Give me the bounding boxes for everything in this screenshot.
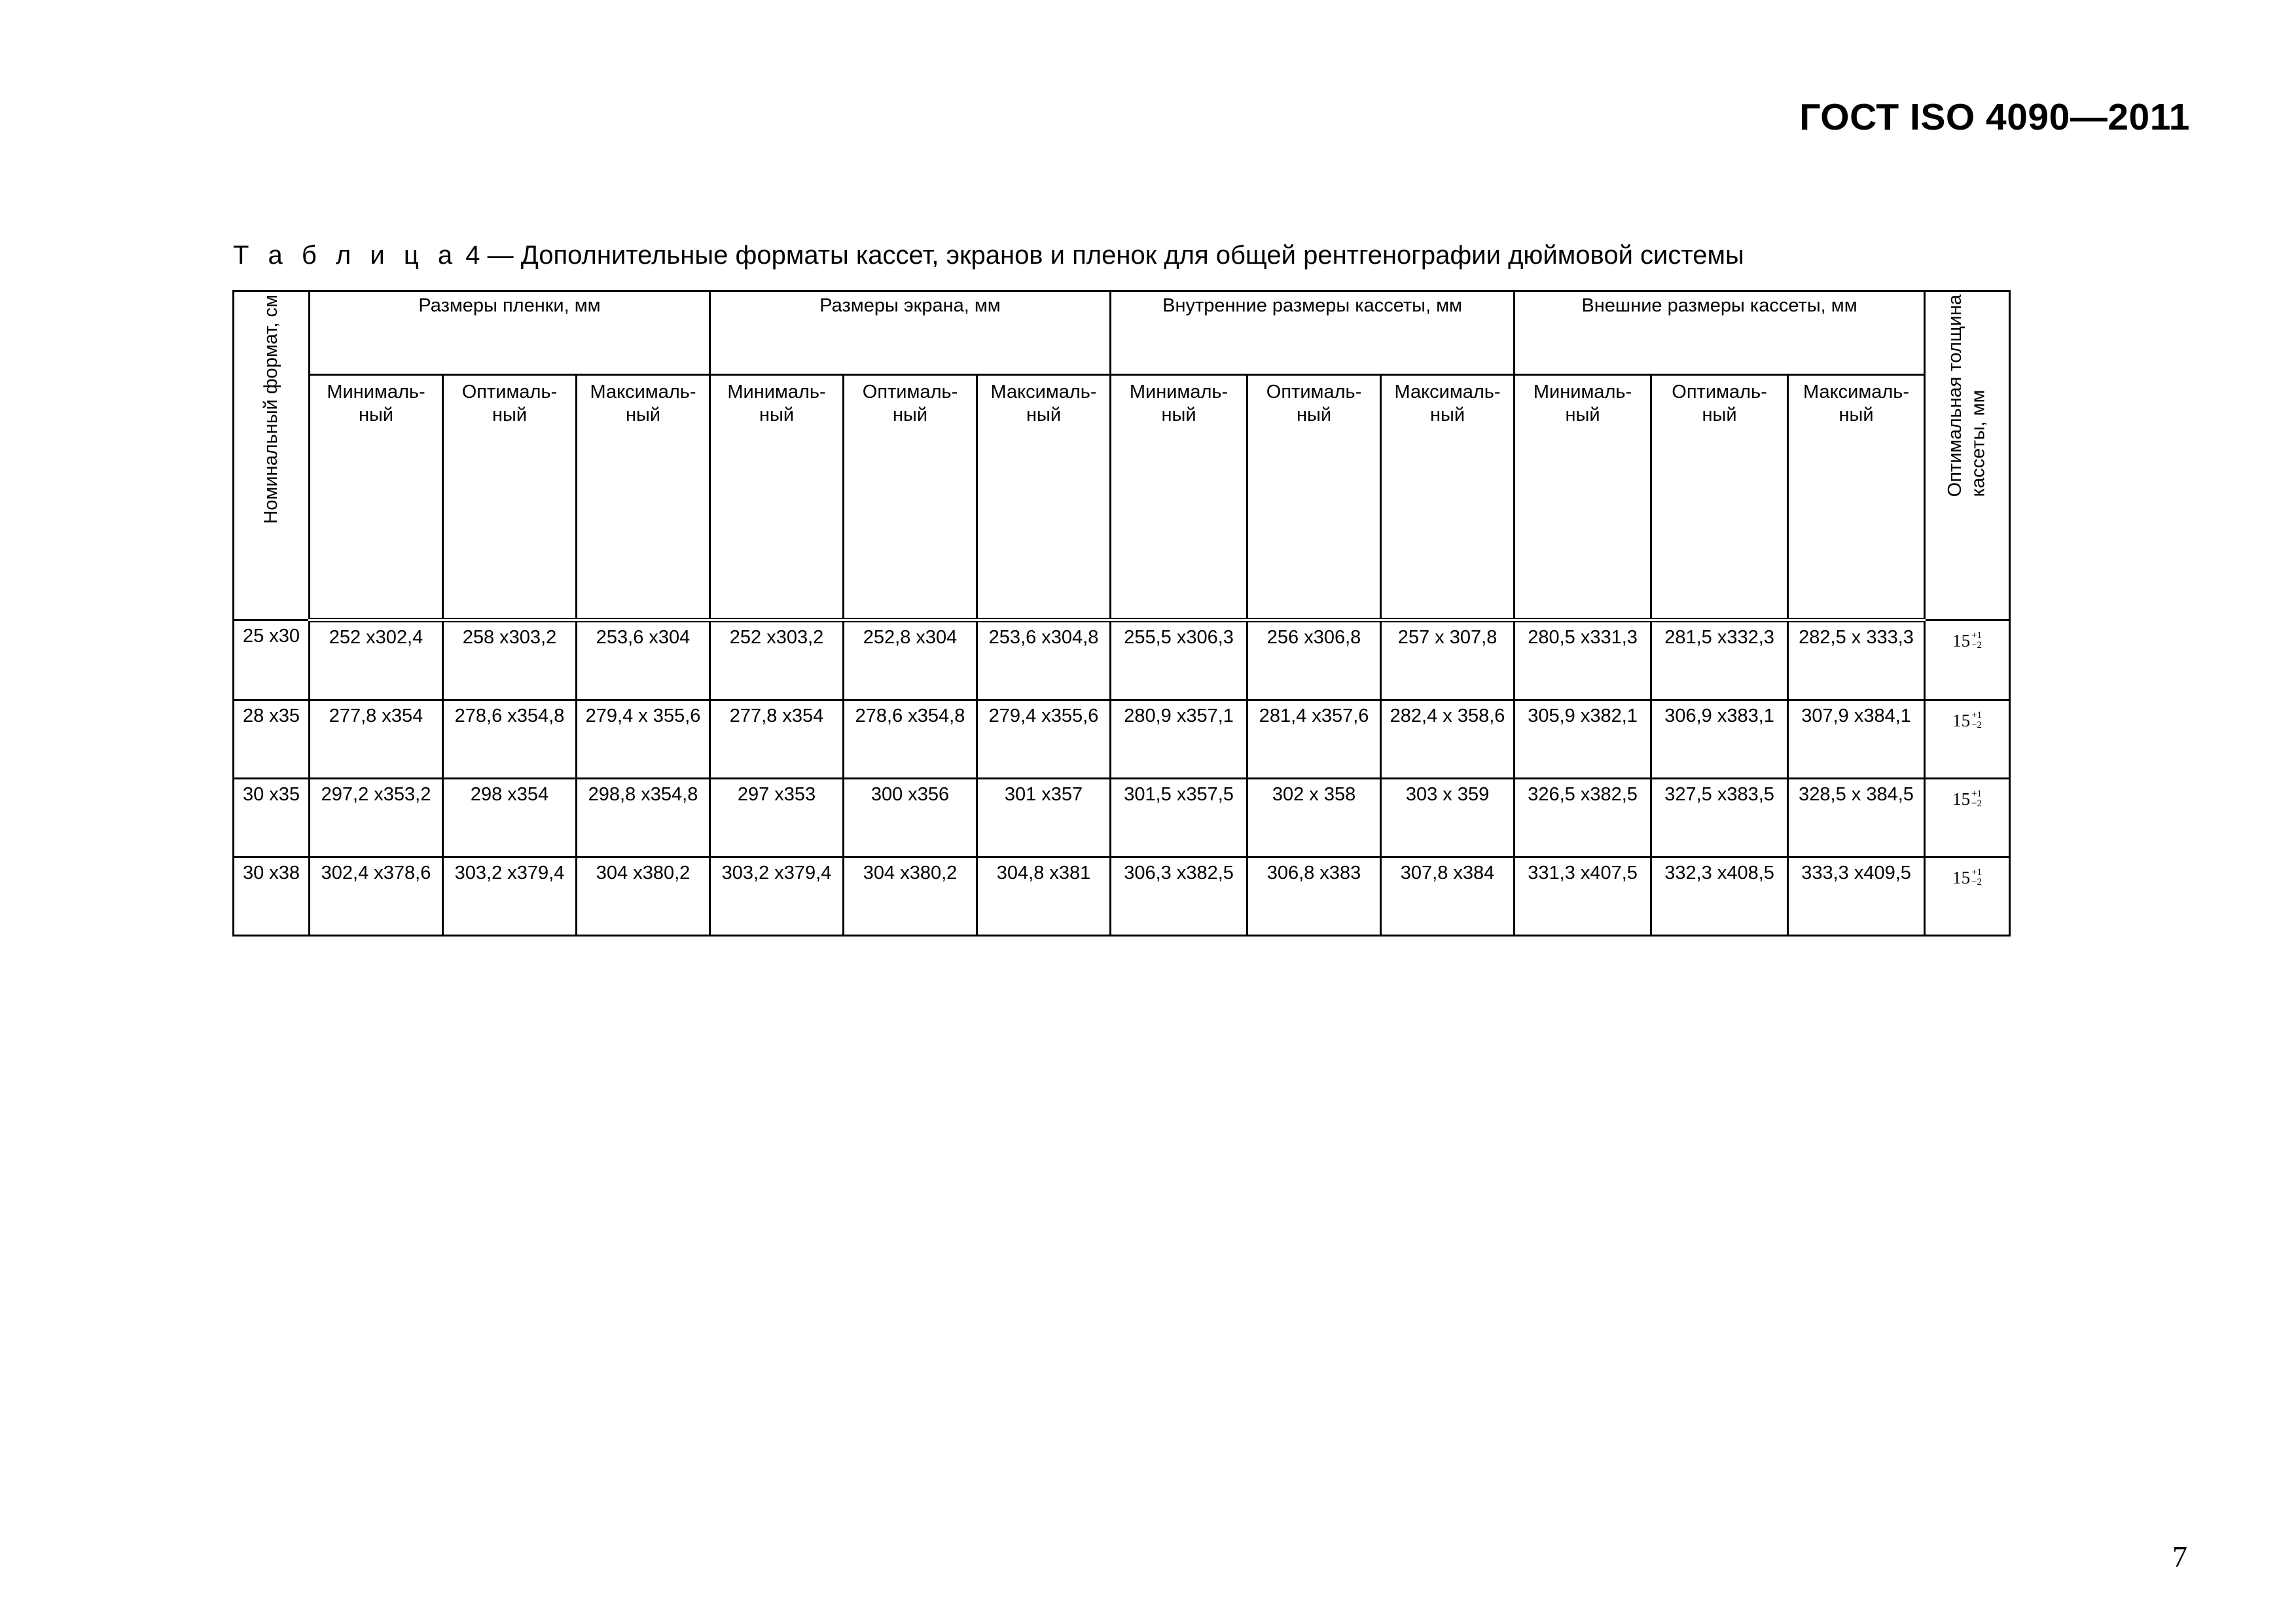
- cell-thickness: 15 +1 −2: [1925, 620, 2010, 700]
- header-film-min: Минималь- ный: [310, 375, 443, 620]
- cell-dimension: 307,9 х384,1: [1788, 700, 1925, 779]
- cell-dimension: 278,6 х354,8: [443, 700, 577, 779]
- cell-dimension: 303 х 359: [1381, 779, 1515, 857]
- cell-dimension: 333,3 х409,5: [1788, 857, 1925, 936]
- table-header-row-sub: [234, 375, 2010, 620]
- cell-dimension: 302,4 х378,6: [310, 857, 443, 936]
- cell-dimension: 277,8 х354: [710, 700, 844, 779]
- cell-thickness: 15 +1 −2: [1925, 857, 2010, 936]
- cell-nominal-format: 30 х38: [234, 857, 310, 936]
- header-nominal-format: Номинальный формат, см: [234, 291, 310, 620]
- cell-dimension: 258 х303,2: [443, 620, 577, 700]
- cell-dimension: 305,9 х382,1: [1515, 700, 1651, 779]
- cell-dimension: 297,2 х353,2: [310, 779, 443, 857]
- header-inner-min: Минималь- ный: [1111, 375, 1247, 620]
- cell-dimension: 301 х357: [977, 779, 1111, 857]
- cell-dimension: 332,3 х408,5: [1651, 857, 1788, 936]
- table-caption-text: 4 — Дополнительные форматы кассет, экранов и пленок для общей рентгенографии дюймовой системы: [465, 241, 1744, 270]
- cell-thickness: 15 +1 −2: [1925, 700, 2010, 779]
- cell-dimension: 256 х306,8: [1247, 620, 1381, 700]
- header-group-film: Размеры пленки, мм: [310, 291, 710, 375]
- cell-dimension: 255,5 х306,3: [1111, 620, 1247, 700]
- cell-dimension: 326,5 х382,5: [1515, 779, 1651, 857]
- table-body: [234, 620, 2010, 936]
- cell-dimension: 304 х380,2: [844, 857, 977, 936]
- cell-nominal-format: 28 х35: [234, 700, 310, 779]
- cell-dimension: 279,4 х 355,6: [577, 700, 710, 779]
- cell-dimension: 331,3 х407,5: [1515, 857, 1651, 936]
- header-inner-max: Максималь- ный: [1381, 375, 1515, 620]
- cell-thickness: 15 +1 −2: [1925, 779, 2010, 857]
- header-screen-opt: Оптималь- ный: [844, 375, 977, 620]
- cell-dimension: 298,8 х354,8: [577, 779, 710, 857]
- table-row: [234, 857, 2010, 936]
- cell-dimension: 257 х 307,8: [1381, 620, 1515, 700]
- cell-dimension: 280,5 х331,3: [1515, 620, 1651, 700]
- cell-dimension: 278,6 х354,8: [844, 700, 977, 779]
- header-outer-min: Минималь- ный: [1515, 375, 1651, 620]
- header-screen-min: Минималь- ный: [710, 375, 844, 620]
- header-film-opt: Оптималь- ный: [443, 375, 577, 620]
- cell-dimension: 304 х380,2: [577, 857, 710, 936]
- table-row: [234, 620, 2010, 700]
- cell-dimension: 306,8 х383: [1247, 857, 1381, 936]
- cell-dimension: 277,8 х354: [310, 700, 443, 779]
- cell-dimension: 303,2 х379,4: [710, 857, 844, 936]
- cell-dimension: 302 х 358: [1247, 779, 1381, 857]
- cell-nominal-format: 30 х35: [234, 779, 310, 857]
- cell-dimension: 252,8 х304: [844, 620, 977, 700]
- cell-dimension: 281,5 х332,3: [1651, 620, 1788, 700]
- table-caption: [233, 241, 1744, 270]
- header-screen-max: Максималь- ный: [977, 375, 1111, 620]
- cell-dimension: 301,5 х357,5: [1111, 779, 1247, 857]
- cell-dimension: 327,5 х383,5: [1651, 779, 1788, 857]
- cell-nominal-format: 25 х30: [234, 620, 310, 700]
- cell-dimension: 282,4 х 358,6: [1381, 700, 1515, 779]
- cell-dimension: 279,4 х355,6: [977, 700, 1111, 779]
- cell-dimension: 307,8 х384: [1381, 857, 1515, 936]
- cell-dimension: 252 х303,2: [710, 620, 844, 700]
- header-optimal-thickness: Оптимальная толщина кассеты, мм: [1925, 291, 2010, 620]
- cell-dimension: 306,3 х382,5: [1111, 857, 1247, 936]
- page-number: 7: [2172, 1540, 2187, 1573]
- cell-dimension: 280,9 х357,1: [1111, 700, 1247, 779]
- table-header-row-groups: [234, 291, 2010, 375]
- cell-dimension: 328,5 х 384,5: [1788, 779, 1925, 857]
- header-group-cassette-inner: Внутренние размеры кассеты, мм: [1111, 291, 1515, 375]
- cell-dimension: 253,6 х304: [577, 620, 710, 700]
- table-row: [234, 700, 2010, 779]
- cell-dimension: 253,6 х304,8: [977, 620, 1111, 700]
- cassette-formats-table: [232, 290, 2011, 936]
- cell-dimension: 282,5 х 333,3: [1788, 620, 1925, 700]
- header-group-cassette-outer: Внешние размеры кассеты, мм: [1515, 291, 1925, 375]
- cell-dimension: 300 х356: [844, 779, 977, 857]
- cell-dimension: 298 х354: [443, 779, 577, 857]
- header-outer-max: Максималь- ный: [1788, 375, 1925, 620]
- header-outer-opt: Оптималь- ный: [1651, 375, 1788, 620]
- table-row: [234, 779, 2010, 857]
- cell-dimension: 252 х302,4: [310, 620, 443, 700]
- cell-dimension: 303,2 х379,4: [443, 857, 577, 936]
- cell-dimension: 306,9 х383,1: [1651, 700, 1788, 779]
- table-caption-prefix: Т а б л и ц а: [233, 241, 459, 270]
- header-group-screen: Размеры экрана, мм: [710, 291, 1111, 375]
- header-film-max: Максималь- ный: [577, 375, 710, 620]
- cell-dimension: 297 х353: [710, 779, 844, 857]
- cell-dimension: 281,4 х357,6: [1247, 700, 1381, 779]
- document-header: ГОСТ ISO 4090—2011: [1799, 96, 2190, 138]
- header-inner-opt: Оптималь- ный: [1247, 375, 1381, 620]
- cell-dimension: 304,8 х381: [977, 857, 1111, 936]
